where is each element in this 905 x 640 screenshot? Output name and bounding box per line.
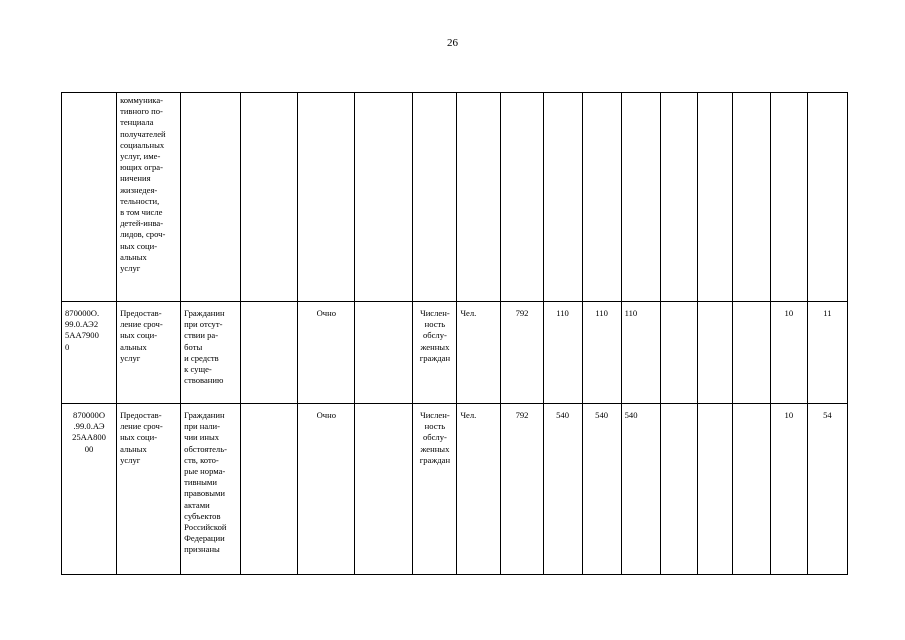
condition-cell: [181, 93, 241, 302]
deviation-absolute-cell: [807, 93, 847, 302]
value-year3-cell: 540: [621, 404, 660, 575]
service-name-cell: коммуника- тивного по- тенциала получателей социальных услуг, име- ющих огра- ничения жизнедея- тельности, в том числе детей-инва- лидов, сроч- ных соци- альных услуг: [117, 93, 181, 302]
okei-code-cell: 792: [501, 404, 543, 575]
value-year3-cell: [621, 93, 660, 302]
form-cell: Очно: [298, 302, 355, 404]
empty-cell: [355, 404, 413, 575]
service-code-cell: 870000О. 99.0.АЭ2 5АА7900 0: [62, 302, 117, 404]
table-row: [62, 302, 848, 404]
value-year2-cell: 110: [582, 302, 621, 404]
unit-cell: Чел.: [457, 302, 501, 404]
empty-cell: [732, 404, 770, 575]
empty-cell: [660, 93, 697, 302]
value-year1-cell: 110: [543, 302, 582, 404]
deviation-percent-cell: 10: [770, 302, 807, 404]
page-number: 26: [447, 37, 458, 49]
service-table: [61, 92, 848, 575]
empty-cell: [355, 302, 413, 404]
indicator-cell: Числен- ность обслу- женных граждан: [413, 404, 457, 575]
unit-cell: [457, 93, 501, 302]
service-name-cell: Предостав- ление сроч- ных соци- альных услуг: [117, 302, 181, 404]
deviation-percent-cell: [770, 93, 807, 302]
table-row: [62, 93, 848, 302]
empty-cell: [732, 93, 770, 302]
condition-cell: Гражданин при отсут- ствии ра- боты и средств к суще- ствованию: [181, 302, 241, 404]
empty-cell: [732, 302, 770, 404]
okei-code-cell: [501, 93, 543, 302]
empty-cell: [660, 302, 697, 404]
empty-cell: [241, 404, 298, 575]
empty-cell: [660, 404, 697, 575]
empty-cell: [697, 93, 732, 302]
service-code-cell: [62, 93, 117, 302]
empty-cell: [697, 302, 732, 404]
deviation-percent-cell: 10: [770, 404, 807, 575]
okei-code-cell: 792: [501, 302, 543, 404]
form-cell: Очно: [298, 404, 355, 575]
value-year2-cell: 540: [582, 404, 621, 575]
indicator-cell: Числен- ность обслу- женных граждан: [413, 302, 457, 404]
unit-cell: Чел.: [457, 404, 501, 575]
form-cell: [298, 93, 355, 302]
deviation-absolute-cell: 54: [807, 404, 847, 575]
empty-cell: [697, 404, 732, 575]
table-row: [62, 404, 848, 575]
condition-cell: Гражданин при нали- чии иных обстоятель- ств, кото- рые норма- тивными правовыми актами субъектов Российской Федерации признаны: [181, 404, 241, 575]
empty-cell: [355, 93, 413, 302]
indicator-cell: [413, 93, 457, 302]
service-name-cell: Предостав- ление сроч- ных соци- альных услуг: [117, 404, 181, 575]
empty-cell: [241, 302, 298, 404]
value-year1-cell: 540: [543, 404, 582, 575]
value-year2-cell: [582, 93, 621, 302]
service-code-cell: 870000О .99.0.АЭ 25АА800 00: [62, 404, 117, 575]
empty-cell: [241, 93, 298, 302]
value-year1-cell: [543, 93, 582, 302]
value-year3-cell: 110: [621, 302, 660, 404]
deviation-absolute-cell: 11: [807, 302, 847, 404]
